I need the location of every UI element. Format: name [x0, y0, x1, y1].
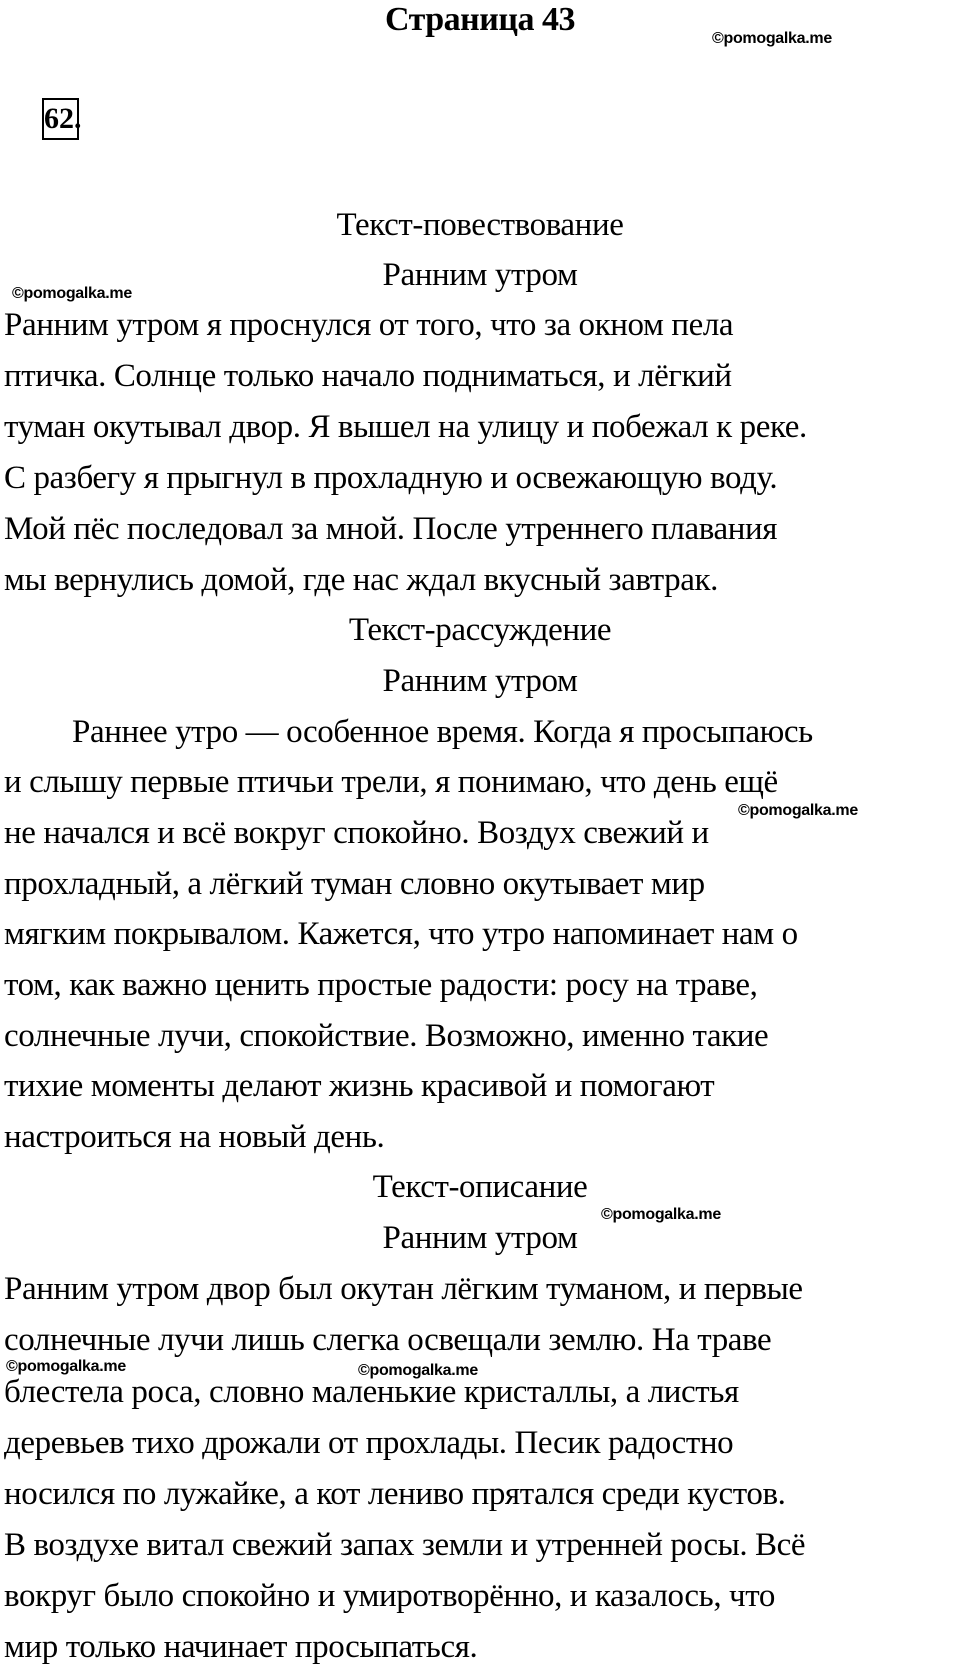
paragraph-line: туман окутывал двор. Я вышел на улицу и побежал к реке. [4, 409, 807, 445]
section-title: Ранним утром [382, 1220, 578, 1256]
paragraph-line: и слышу первые птичьи трели, я понимаю, что день ещё [4, 764, 778, 800]
paragraph-line: вокруг было спокойно и умиротворённо, и казалось, что [4, 1578, 775, 1614]
paragraph-line: Ранним утром я проснулся от того, что за окном пела [4, 307, 734, 343]
watermark: ©pomogalka.me [12, 285, 132, 302]
watermark: ©pomogalka.me [601, 1206, 721, 1223]
section-type-heading: Текст-повествование [336, 207, 624, 243]
section-title: Ранним утром [382, 257, 578, 293]
page-title: Страница 43 [385, 1, 575, 38]
paragraph-line: не начался и всё вокруг спокойно. Воздух свежий и [4, 815, 709, 851]
paragraph-line: носился по лужайке, а кот лениво прятался среди кустов. [4, 1476, 786, 1512]
watermark: ©pomogalka.me [738, 802, 858, 819]
paragraph-line: Раннее утро — особенное время. Когда я просыпаюсь [72, 714, 813, 750]
watermark: ©pomogalka.me [6, 1358, 126, 1375]
paragraph-line: С разбегу я прыгнул в прохладную и освежающую воду. [4, 460, 778, 496]
paragraph-line: настроиться на новый день. [4, 1119, 385, 1155]
paragraph-line: Мой пёс последовал за мной. После утреннего плавания [4, 511, 778, 547]
task-number-badge: 62. [42, 98, 79, 140]
paragraph-line: птичка. Солнце только начало подниматься, и лёгкий [4, 358, 732, 394]
paragraph-line: В воздухе витал свежий запах земли и утренней росы. Всё [4, 1527, 806, 1563]
paragraph-line: солнечные лучи, спокойствие. Возможно, именно такие [4, 1018, 769, 1054]
watermark: ©pomogalka.me [358, 1362, 478, 1379]
paragraph-line: тихие моменты делают жизнь красивой и помогают [4, 1068, 715, 1104]
paragraph-line: деревьев тихо дрожали от прохлады. Песик радостно [4, 1425, 734, 1461]
paragraph-line: прохладный, а лёгкий туман словно окутывает мир [4, 866, 705, 902]
paragraph-line: Ранним утром двор был окутан лёгким туманом, и первые [4, 1271, 803, 1307]
paragraph-line: солнечные лучи лишь слегка освещали землю. На траве [4, 1322, 772, 1358]
paragraph-line: мы вернулись домой, где нас ждал вкусный завтрак. [4, 562, 718, 598]
section-title: Ранним утром [382, 663, 578, 699]
watermark: ©pomogalka.me [712, 30, 832, 47]
paragraph-line: мягким покрывалом. Кажется, что утро напоминает нам о [4, 916, 798, 952]
paragraph-line: мир только начинает просыпаться. [4, 1629, 478, 1665]
paragraph-line: том, как важно ценить простые радости: росу на траве, [4, 967, 758, 1003]
section-type-heading: Текст-описание [372, 1169, 588, 1205]
paragraph-line: блестела роса, словно маленькие кристаллы, а листья [4, 1374, 739, 1410]
section-type-heading: Текст-рассуждение [348, 612, 612, 648]
